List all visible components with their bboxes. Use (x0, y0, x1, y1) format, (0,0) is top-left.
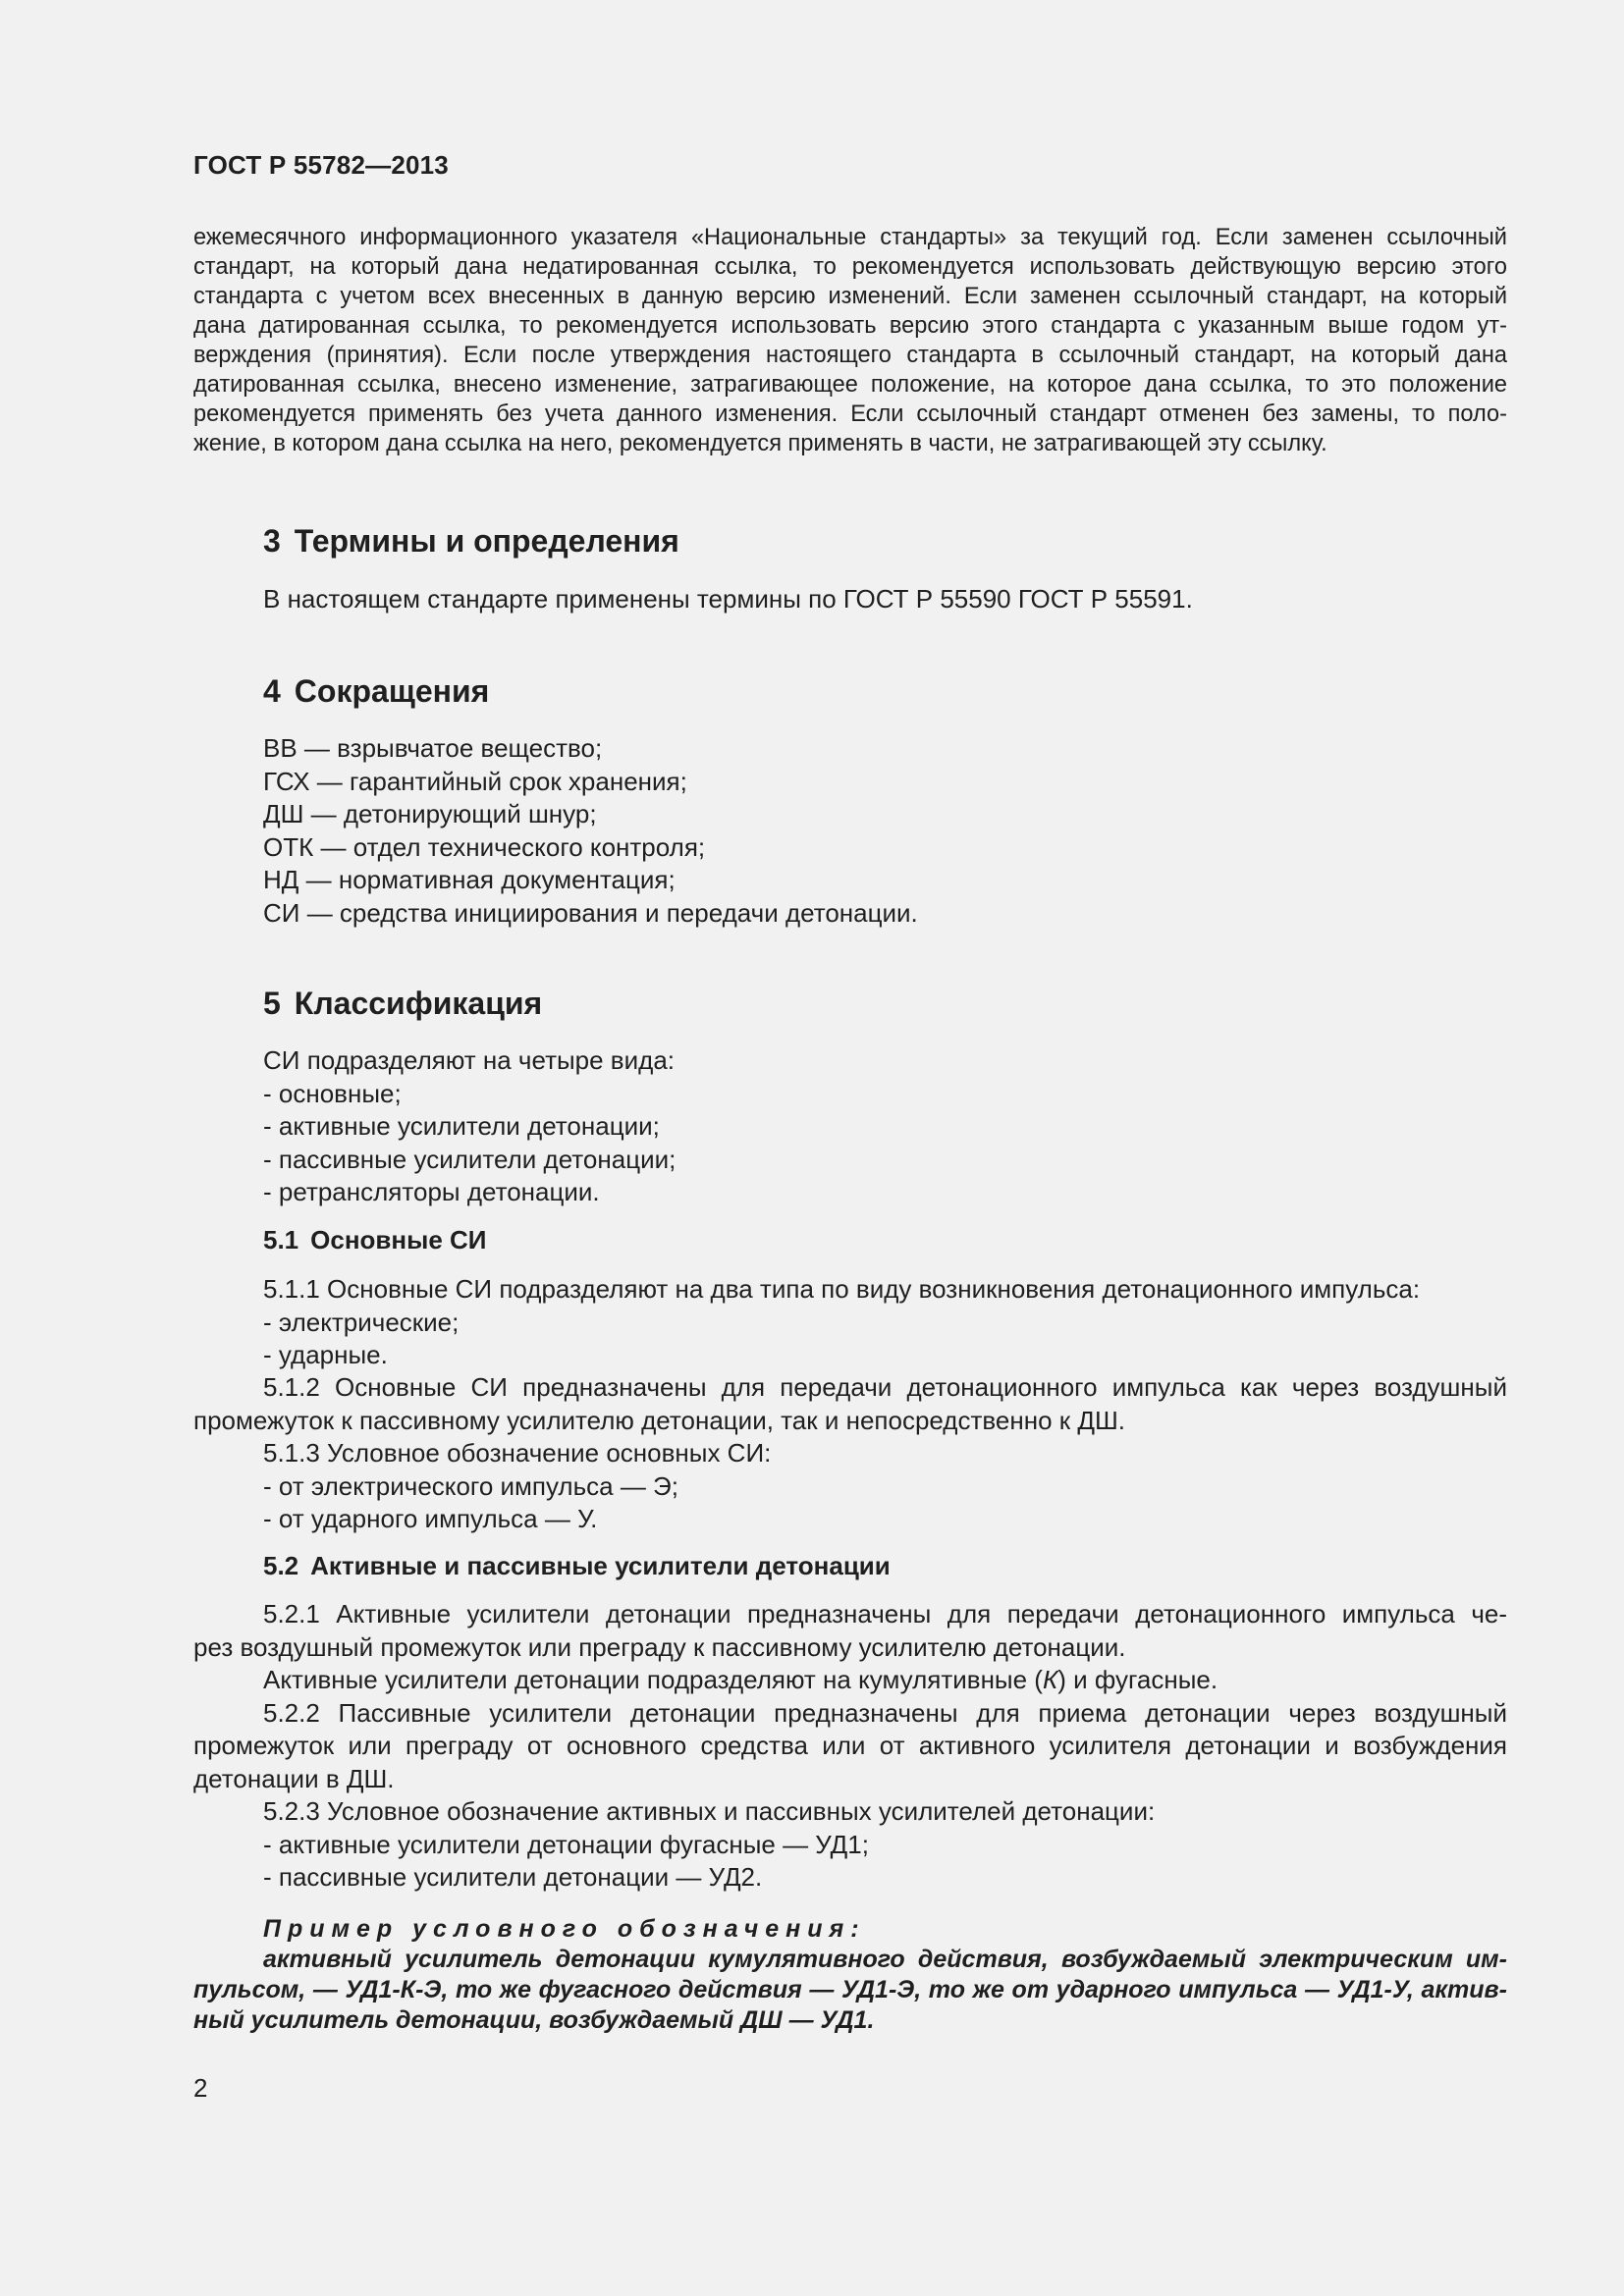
list-item: - основные; (263, 1078, 402, 1108)
text-run: ) и фугасные. (1057, 1665, 1218, 1694)
section-3-text (263, 583, 1193, 616)
paragraph: 5.1.3 Условное обозначение основных СИ: (263, 1438, 772, 1468)
paragraph-line: 5.2.2 Пассивные усилители детонации предназначены для приема детонации через воздушный (263, 1697, 1507, 1728)
example-line: активный усилитель детонации кумулятивного действия, возбуждаемый электрическим им- (263, 1946, 1507, 1973)
intro-line: дана датированная ссылка, то рекомендуется использовать версию этого стандарта с указанным выше годом ут- (193, 313, 1507, 339)
paragraph-line: 5.2.1 Активные усилители детонации предназначены для передачи детонационного импульса че- (263, 1599, 1507, 1629)
list-item: - активные усилители детонации; (263, 1111, 660, 1141)
list-item: - ударные. (263, 1340, 388, 1369)
list-item: ОТК — отдел технического контроля; (263, 831, 706, 862)
paragraph-line: 5.1.2 Основные СИ предназначены для передачи детонационного импульса как через воздушный (263, 1372, 1507, 1402)
paragraph: СИ подразделяют на четыре вида: (263, 1045, 675, 1075)
document-header: ГОСТ Р 55782—2013 (193, 150, 449, 180)
clause-5-1-1 (263, 1273, 1420, 1372)
list-item: - от ударного импульса — У. (263, 1504, 598, 1533)
list-item: - пассивные усилители детонации; (263, 1144, 677, 1174)
clause-5-1-3 (263, 1437, 771, 1536)
intro-line: датированная ссылка, внесено изменение, затрагивающее положение, на которое дана ссылка, то это положение (193, 372, 1507, 398)
classification-list (263, 1044, 676, 1209)
section-5-heading (263, 986, 542, 1022)
list-item: СИ — средства инициирования и передачи детонации. (263, 897, 918, 928)
text-run: Активные усилители детонации подразделяют на кумулятивные ( (263, 1665, 1043, 1694)
subsection-title: Активные и пассивные усилители детонации (310, 1551, 891, 1580)
list-item: НД — нормативная документация; (263, 865, 676, 894)
subsection-number: 5.1 (263, 1225, 299, 1255)
italic-symbol: К (1042, 1665, 1058, 1694)
paragraph-line: промежуток или преграду от основного средства или от активного усилителя детонации и возбуждения (193, 1731, 1507, 1760)
example-line: пульсом, — УД1-К-Э, то же фугасного действия — УД1-Э, то же от ударного импульса — УД1-У, актив- (193, 1976, 1507, 2003)
list-item: ДШ — детонирующий шнур; (263, 799, 597, 828)
subsection-number: 5.2 (263, 1551, 299, 1580)
section-number: 4 (263, 673, 281, 709)
intro-line: верждения (принятия). Если после утверждения настоящего стандарта в ссылочный стандарт, на который дана (193, 343, 1507, 368)
subsection-5-2-heading (263, 1551, 891, 1581)
subsection-title: Основные СИ (310, 1225, 487, 1255)
intro-line: ежемесячного информационного указателя «Национальные стандарты» за текущий год. Если заменен ссылочный (193, 225, 1507, 250)
paragraph-line: промежуток к пассивному усилителю детонации, так и непосредственно к ДШ. (193, 1405, 1126, 1435)
list-item: - электрические; (263, 1307, 460, 1337)
example-label: Пример условного обозначения: (263, 1915, 866, 1943)
list-item: - от электрического импульса — Э; (263, 1470, 678, 1501)
section-title: Классификация (294, 986, 543, 1021)
clause-5-2-3 (263, 1795, 1155, 1895)
intro-line: стандарта с учетом всех внесенных в данную версию изменений. Если заменен ссылочный стандарт, на который (193, 284, 1507, 309)
clause-5-2-1 (193, 1598, 1507, 1795)
section-number: 5 (263, 986, 281, 1021)
list-item: - активные усилители детонации фугасные — УД1; (263, 1829, 869, 1859)
section-title: Термины и определения (294, 523, 679, 559)
clause-5-1-2 (193, 1371, 1507, 1437)
paragraph-line (193, 1664, 1507, 1697)
paragraph-line: рез воздушный промежуток или преграду к пассивному усилителю детонации. (193, 1631, 1126, 1662)
intro-line: рекомендуется применять без учета данного изменения. Если ссылочный стандарт отменен без замены, то поло- (193, 401, 1507, 427)
section-3-heading (263, 523, 679, 560)
section-title: Сокращения (294, 673, 490, 709)
example-line: ный усилитель детонации, возбуждаемый ДШ — УД1. (193, 2006, 875, 2034)
intro-line: стандарт, на который дана недатированная ссылка, то рекомендуется использовать действующую версию этого (193, 254, 1507, 280)
intro-paragraph (193, 223, 1507, 458)
paragraph: 5.1.1 Основные СИ подразделяют на два типа по виду возникновения детонационного импульса: (263, 1274, 1421, 1304)
page-number: 2 (193, 2073, 208, 2103)
intro-line: жение, в котором дана ссылка на него, рекомендуется применять в части, не затрагивающей эту ссылку. (193, 431, 1327, 456)
list-item: ГСХ — гарантийный срок хранения; (263, 766, 687, 796)
paragraph: В настоящем стандарте применены термины по ГОСТ Р 55590 ГОСТ Р 55591. (263, 584, 1193, 614)
section-4-heading (263, 673, 489, 710)
list-item: - пассивные усилители детонации — УД2. (263, 1862, 763, 1892)
section-number: 3 (263, 523, 281, 559)
designation-example (193, 1914, 1507, 2036)
paragraph-line: детонации в ДШ. (193, 1763, 395, 1793)
list-item: ВВ — взрывчатое вещество; (263, 733, 603, 763)
paragraph: 5.2.3 Условное обозначение активных и пассивных усилителей детонации: (263, 1796, 1156, 1826)
list-item: - ретрансляторы детонации. (263, 1177, 600, 1206)
abbreviations-list (263, 732, 918, 930)
subsection-5-1-heading (263, 1225, 486, 1255)
